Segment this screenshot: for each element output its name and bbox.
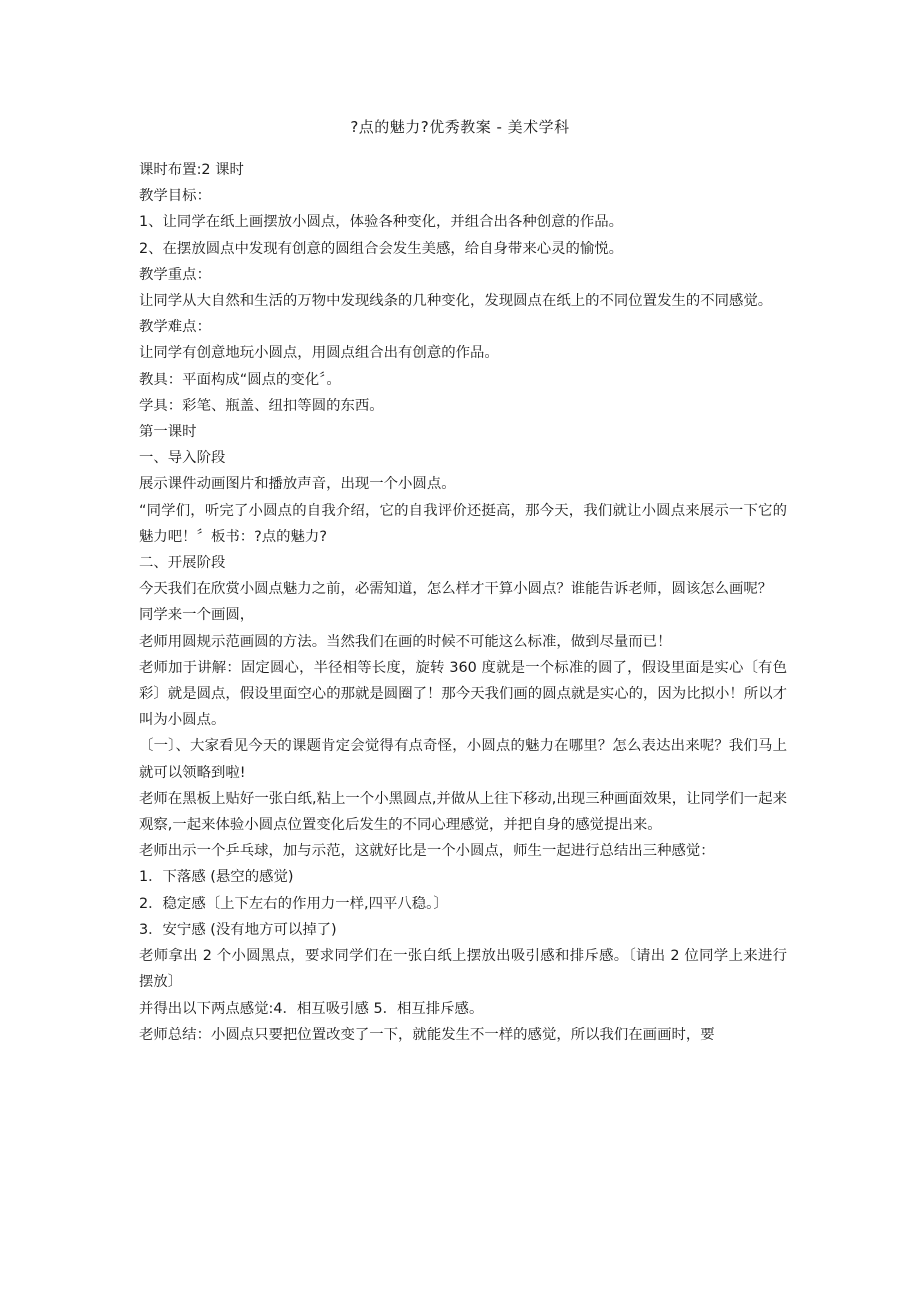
paragraph-develop-4: 老师加于讲解：固定圆心，半径相等长度，旋转 360 度就是一个标准的圆了，假设里面是实心〔有色彩〕就是圆点，假设里面空心的那就是圆圈了！那今天我们画的圆点就是实心的，因为比拟小！所以才叫为小圆点。 bbox=[139, 659, 787, 729]
document-title: ?点的魅力?优秀教案 - 美术学科 bbox=[350, 118, 570, 136]
paragraph-develop-6: 老师在黑板上贴好一张白纸,粘上一个小黑圆点,并做从上往下移动,出现三种画面效果，让同学们一起来观察,一起来体验小圆点位置变化后发生的不同心理感觉，并把自身的感觉提出来。 bbox=[139, 790, 787, 834]
document-body bbox=[139, 157, 787, 1048]
list-item-stable: 2．稳定感〔上下左右的作用力一样,四平八稳。〕 bbox=[139, 895, 448, 912]
paragraph-teaching-aids: 教具：平面构成“圆点的变化〞。 bbox=[139, 371, 341, 388]
paragraph-learning-aids: 学具：彩笔、瓶盖、纽扣等圆的东西。 bbox=[139, 397, 384, 414]
paragraph-goal-2: 2、在摆放圆点中发现有创意的圆组合会发生美感，给自身带来心灵的愉悦。 bbox=[139, 240, 624, 257]
paragraph-develop-9: 并得出以下两点感觉:4．相互吸引感 5．相互排斥感。 bbox=[139, 1000, 484, 1017]
list-item-falling: 1．下落感 (悬空的感觉) bbox=[139, 869, 294, 886]
paragraph-focus: 让同学从大自然和生活的万物中发现线条的几种变化，发现圆点在纸上的不同位置发生的不同感觉。 bbox=[139, 293, 773, 310]
paragraph-goal-1: 1、让同学在纸上画摆放小圆点，体验各种变化，并组合出各种创意的作品。 bbox=[139, 214, 624, 231]
paragraph-develop-1: 今天我们在欣赏小圆点魅力之前，必需知道，怎么样才干算小圆点？谁能告诉老师，圆该怎么画呢？ bbox=[139, 581, 773, 598]
paragraph-section-1-heading: 一、导入阶段 bbox=[139, 450, 226, 467]
paragraph-class-hours: 课时布置:2 课时 bbox=[139, 162, 244, 178]
paragraph-develop-3: 老师用圆规示范画圆的方法。当然我们在画的时候不可能这么标准，做到尽量而已！ bbox=[139, 633, 672, 650]
paragraph-intro-2: “同学们，听完了小圆点的自我介绍，它的自我评价还挺高，那今天，我们就让小圆点来展示一下它的魅力吧！〞板书：?点的魅力? bbox=[139, 502, 787, 545]
paragraph-develop-8: 老师拿出 2 个小圆黑点，要求同学们在一张白纸上摆放出吸引感和排斥感。〔请出 2 位同学上来进行摆放〕 bbox=[139, 948, 787, 991]
paragraph-section-2-heading: 二、开展阶段 bbox=[139, 555, 226, 572]
paragraph-intro-1: 展示课件动画图片和播放声音，出现一个小圆点。 bbox=[139, 476, 456, 493]
paragraph-develop-10: 老师总结：小圆点只要把位置改变了一下，就能发生不一样的感觉，所以我们在画画时，要 bbox=[139, 1026, 715, 1043]
paragraph-focus-heading: 教学重点： bbox=[139, 266, 211, 283]
paragraph-first-lesson: 第一课时 bbox=[139, 424, 197, 441]
paragraph-develop-7: 老师出示一个乒乓球，加与示范，这就好比是一个小圆点，师生一起进行总结出三种感觉： bbox=[139, 843, 715, 860]
paragraph-goals-heading: 教学目标： bbox=[139, 188, 211, 205]
paragraph-difficulty: 让同学有创意地玩小圆点，用圆点组合出有创意的作品。 bbox=[139, 345, 499, 362]
paragraph-develop-5: 〔一〕、大家看见今天的课题肯定会觉得有点奇怪，小圆点的魅力在哪里？怎么表达出来呢？我们马上就可以领略到啦! bbox=[139, 738, 787, 781]
paragraph-difficulty-heading: 教学难点： bbox=[139, 319, 211, 336]
list-item-secure: 3．安宁感 (没有地方可以掉了) bbox=[139, 921, 337, 938]
paragraph-develop-2: 同学来一个画圆， bbox=[139, 607, 255, 624]
